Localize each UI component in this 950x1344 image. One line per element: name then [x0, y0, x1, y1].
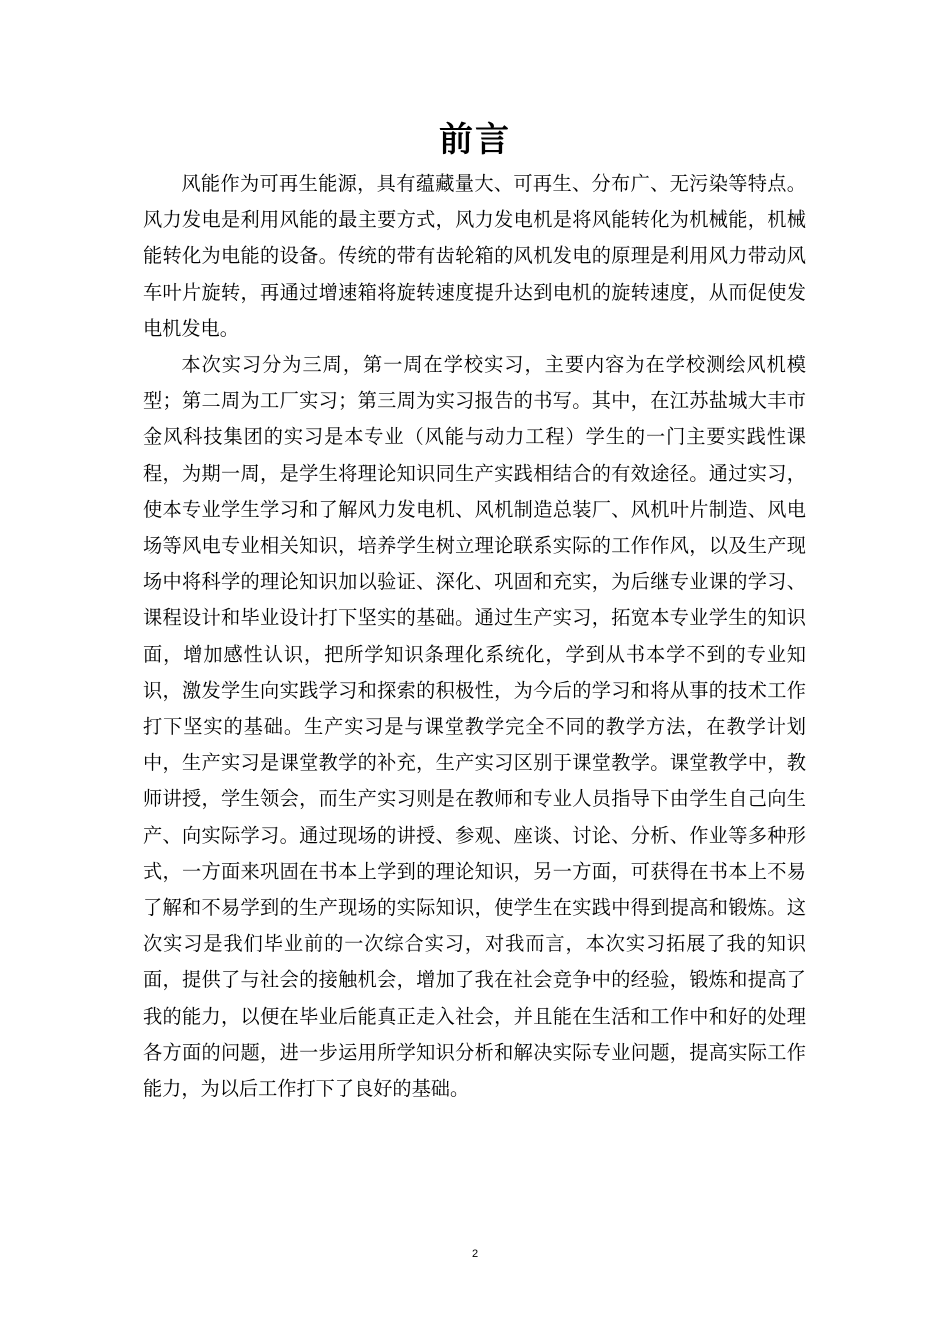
page-number: 2 — [471, 1248, 479, 1260]
paragraph-1: 风能作为可再生能源，具有蕴藏量大、可再生、分布广、无污染等特点。风力发电是利用风能的最主要方式，风力发电机是将风能转化为机械能，机械能转化为电能的设备。传统的带有齿轮箱的风机发电的原理是利用风力带动风车叶片旋转，再通过增速箱将旋转速度提升达到电机的旋转速度，从而促使发电机发电。 — [143, 172, 806, 340]
page-title: 前言 — [439, 120, 511, 160]
paragraph-2: 本次实习分为三周，第一周在学校实习，主要内容为在学校测绘风机模型；第二周为工厂实习；第三周为实习报告的书写。其中，在江苏盐城大丰市金风科技集团的实习是本专业（风能与动力工程）学生的一门主要实践性课程，为期一周，是学生将理论知识同生产实践相结合的有效途径。通过实习，使本专业学生学习和了解风力发电机、风机制造总装厂、风机叶片制造、风电场等风电专业相关知识，培养学生树立理论联系实际的工作作风，以及生产现场中将科学的理论知识加以验证、深化、巩固和充实，为后继专业课的学习、课程设计和毕业设计打下坚实的基础。通过生产实习，拓宽本专业学生的知识面，增加感性认识，把所学知识条理化系统化，学到从书本学不到的专业知识，激发学生向实践学习和探索的积极性，为今后的学习和将从事的技术工作打下坚实的基础。生产实习是与课堂教学完全不同的教学方法，在教学计划中，生产实习是课堂教学的补充，生产实习区别于课堂教学。课堂教学中，教师讲授，学生领会，而生产实习则是在教师和专业人员指导下由学生自己向生产、向实际学习。通过现场的讲授、参观、座谈、讨论、分析、作业等多种形式，一方面来巩固在书本上学到的理论知识，另一方面，可获得在书本上不易了解和不易学到的生产现场的实际知识，使学生在实践中得到提高和锻炼。这次实习是我们毕业前的一次综合实习，对我而言，本次实习拓展了我的知识面，提供了与社会的接触机会，增加了我在社会竞争中的经验，锻炼和提高了我的能力，以便在毕业后能真正走入社会，并且能在生活和工作中和好的处理各方面的问题，进一步运用所学知识分析和解决实际专业问题，提高实际工作能力，为以后工作打下了良好的基础。 — [143, 353, 806, 1101]
body-text — [143, 166, 806, 1107]
